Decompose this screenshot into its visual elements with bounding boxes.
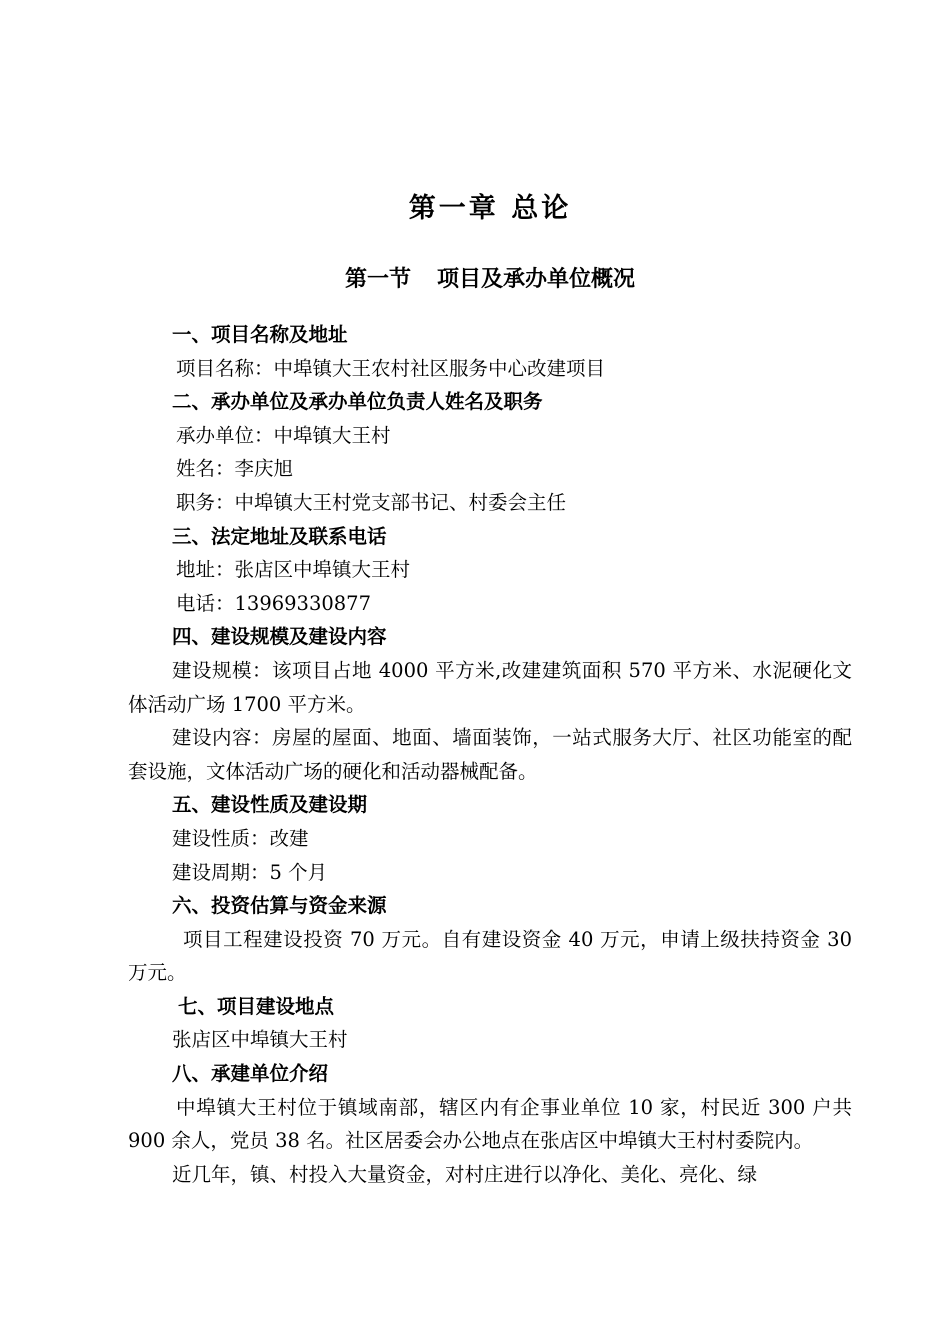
section-number: 第一节 <box>344 267 411 292</box>
intro-paragraph-2: 近几年，镇、村投入大量资金，对村庄进行以净化、美化、亮化、绿 <box>172 1162 758 1186</box>
heading-location: 七、项目建设地点 <box>178 994 335 1018</box>
heading-builder-intro: 八、承建单位介绍 <box>172 1062 329 1086</box>
heading-scale-content: 四、建设规模及建设内容 <box>172 625 387 649</box>
intro-paragraph-1: 中埠镇大王村位于镇域南部，辖区内有企事业单位 10 家，村民近 300 户共 900 余人，党员 38 名。社区居委会办公地点在张店区中埠镇大王村村委院内。 <box>128 1095 852 1153</box>
document-body <box>128 318 852 1191</box>
position-line: 职务：中埠镇大王村党支部书记、村委会主任 <box>176 490 567 514</box>
person-name-line: 姓名：李庆旭 <box>176 457 294 481</box>
period-line: 建设周期：5 个月 <box>172 860 328 884</box>
heading-address-phone: 三、法定地址及联系电话 <box>172 524 387 548</box>
scale-paragraph: 建设规模：该项目占地 4000 平方米,改建建筑面积 570 平方米、水泥硬化文体活动广场 1700 平方米。 <box>128 658 852 716</box>
investment-paragraph: 项目工程建设投资 70 万元。自有建设资金 40 万元，申请上级扶持资金 30 万元。 <box>128 927 852 985</box>
project-name-line: 项目名称：中埠镇大王农村社区服务中心改建项目 <box>176 356 606 380</box>
heading-project-name-address: 一、项目名称及地址 <box>172 323 348 346</box>
heading-investment: 六、投资估算与资金来源 <box>172 894 387 918</box>
chapter-title: 第一章 总论 <box>408 193 572 224</box>
address-line: 地址：张店区中埠镇大王村 <box>176 558 411 582</box>
nature-line: 建设性质：改建 <box>172 826 309 850</box>
section-title <box>0 262 950 293</box>
heading-undertaking-unit: 二、承办单位及承办单位负责人姓名及职务 <box>172 390 543 414</box>
heading-nature-period: 五、建设性质及建设期 <box>172 793 368 817</box>
phone-line: 电话：13969330877 <box>176 591 371 615</box>
unit-line: 承办单位：中埠镇大王村 <box>176 423 391 447</box>
location-line: 张店区中埠镇大王村 <box>172 1028 348 1052</box>
section-text: 项目及承办单位概况 <box>437 267 636 292</box>
content-paragraph: 建设内容：房屋的屋面、地面、墙面装饰，一站式服务大厅、社区功能室的配套设施，文体活动广场的硬化和活动器械配备。 <box>128 726 852 783</box>
